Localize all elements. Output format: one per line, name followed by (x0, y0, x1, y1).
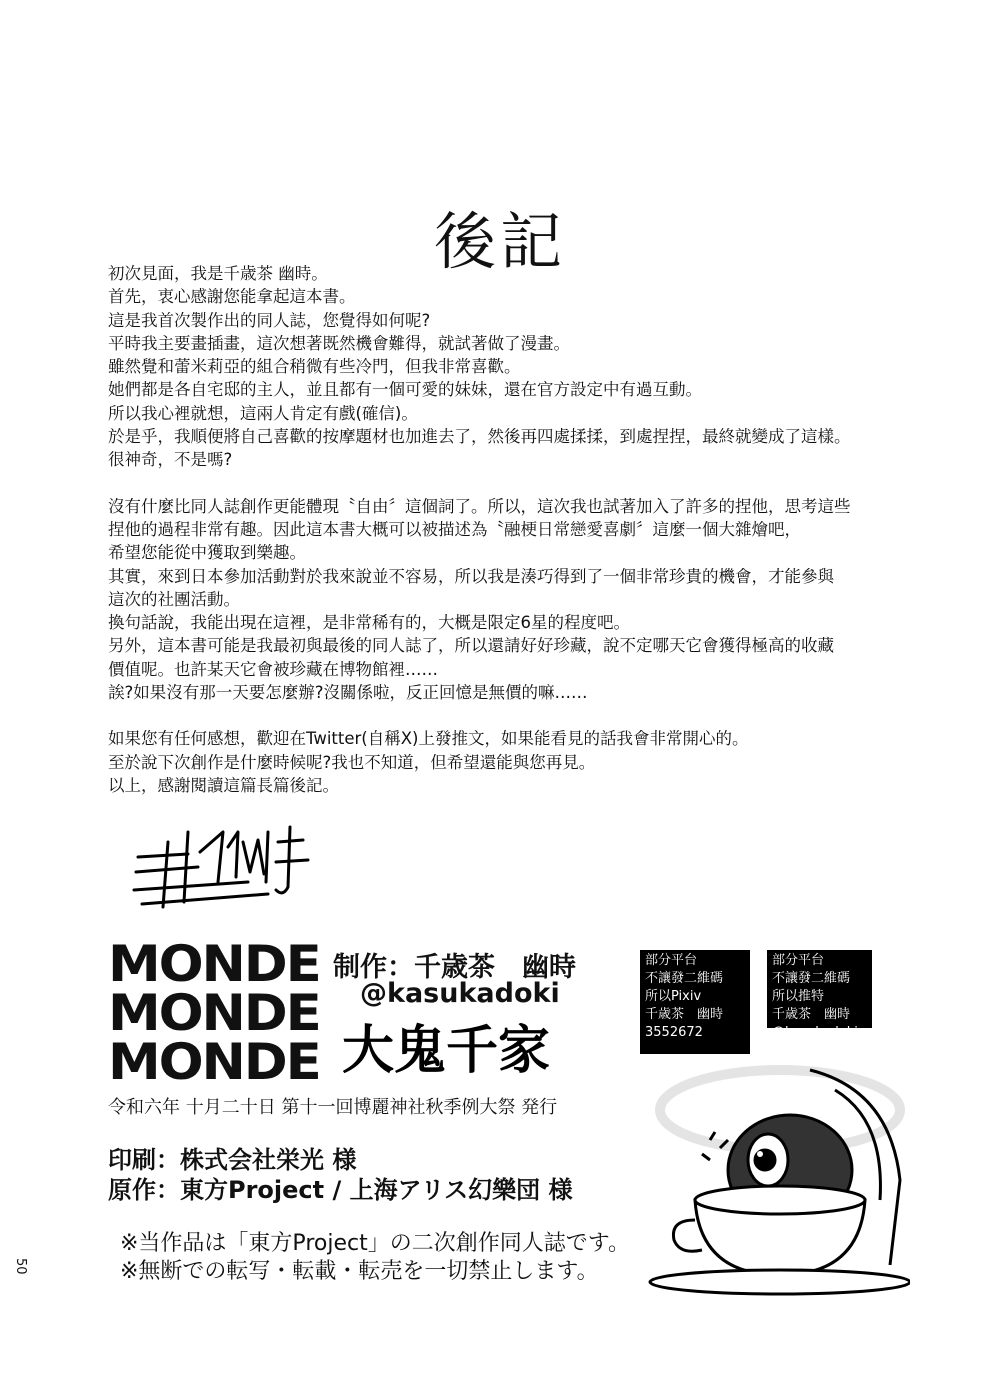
handwritten-signature (128, 812, 313, 912)
box-line: 3552672 (645, 1025, 703, 1040)
paragraph-gap (108, 472, 908, 495)
body-line: 價值呢。也許某天它會被珍藏在博物館裡…… (108, 659, 438, 679)
body-line: 很神奇，不是嗎? (108, 450, 233, 470)
monde-logo (108, 935, 320, 1091)
svg-text:大鬼千家: 大鬼千家 (342, 1020, 551, 1078)
box-line: 不讓發二維碼 (772, 971, 851, 986)
body-line: 這是我首次製作出的同人誌，您覺得如何呢? (108, 310, 431, 330)
body-line: 平時我主要畫插畫，這次想著既然機會難得，就試著做了漫畫。 (108, 333, 570, 353)
body-line: 至於說下次創作是什麼時候呢?我也不知道，但希望還能與您再見。 (108, 752, 596, 772)
body-line: 首先，衷心感謝您能拿起這本書。 (108, 287, 356, 307)
body-line: 換句話說，我能出現在這裡，是非常稀有的，大概是限定6星的程度吧。 (108, 613, 630, 633)
body-line: 她們都是各自宅邸的主人，並且都有一個可愛的妹妹，還在官方設定中有過互動。 (108, 380, 702, 400)
afterword-body (108, 262, 908, 797)
body-line: 所以我心裡就想，這兩人肯定有戲(確信)。 (108, 403, 418, 423)
body-line: 沒有什麼比同人誌創作更能體現〝自由〞這個詞了。所以，這次我也試著加入了許多的捏他，思考這些 (108, 496, 851, 516)
box-line: 千歳茶 幽時 (772, 1007, 851, 1022)
box-line: 部分平台 (645, 953, 698, 968)
page-number (12, 1258, 28, 1279)
box-line: 所以Pixiv (645, 989, 702, 1004)
box-line: 千歳茶 幽時 (645, 1007, 724, 1022)
body-line: 初次見面，我是千歳茶 幽時。 (108, 264, 328, 283)
teacup-character-illustration (640, 1050, 910, 1300)
printer-credit: 印刷：株式会社栄光 様 (108, 1146, 357, 1174)
box-line: 所以推特 (772, 989, 825, 1004)
monde-line: MONDE (108, 984, 320, 1042)
page-title: 後記 (433, 204, 566, 278)
body-line: 誒?如果沒有那一天要怎麼辦?沒關係啦，反正回憶是無價的嘛…… (108, 683, 588, 703)
maker-credit: 制作：千歳茶 幽時 (333, 952, 576, 983)
body-line: 希望您能從中獲取到樂趣。 (108, 543, 306, 563)
body-line: 其實，來到日本參加活動對於我來說並不容易，所以我是湊巧得到了一個非常珍貴的機會，才能參與 (108, 566, 834, 586)
twitter-info-box (767, 950, 872, 1040)
body-line: 另外，這本書可能是我最初與最後的同人誌了，所以還請好好珍藏，說不定哪天它會獲得極高的收藏 (108, 636, 834, 656)
paragraph-gap (108, 704, 908, 727)
page-number-digit: 50 (13, 1258, 28, 1275)
circle-name-logo (340, 1018, 575, 1078)
pixiv-info-box (640, 950, 750, 1054)
body-line: 雖然覺和蕾米莉亞的組合稍微有些冷門，但我非常喜歡。 (108, 357, 521, 377)
body-line: 這次的社團活動。 (108, 589, 240, 609)
monde-line: MONDE (108, 1033, 320, 1091)
monde-line: MONDE (108, 935, 320, 993)
body-line: 於是乎，我順便將自己喜歡的按摩題材也加進去了，然後再四處揉揉，到處捏捏，最終就變成了這樣。 (108, 427, 851, 447)
body-line: 如果您有任何感想，歡迎在Twitter(自稱X)上發推文，如果能看見的話我會非常開心的。 (108, 729, 749, 749)
box-line: @kasukadoki (772, 1025, 858, 1040)
maker-handle: @kasukadoki (360, 978, 560, 1009)
fan-work-note: ※当作品は「東方Project」の二次創作同人誌です。 (120, 1231, 630, 1256)
body-line: 捏他的過程非常有趣。因此這本書大概可以被描述為〝融梗日常戀愛喜劇〞這麼一個大雜燴吧， (108, 519, 801, 539)
box-line: 部分平台 (772, 953, 825, 968)
body-line: 以上，感謝閱讀這篇長篇後記。 (108, 775, 339, 795)
copy-prohibited-note: ※無断での転写・転載・転売を一切禁止します。 (120, 1259, 599, 1284)
publish-info: 令和六年 十月二十日 第十一回博麗神社秋季例大祭 発行 (108, 1097, 558, 1118)
box-line: 不讓發二維碼 (645, 971, 724, 986)
original-work-credit: 原作：東方Project / 上海アリス幻樂団 様 (108, 1176, 573, 1204)
